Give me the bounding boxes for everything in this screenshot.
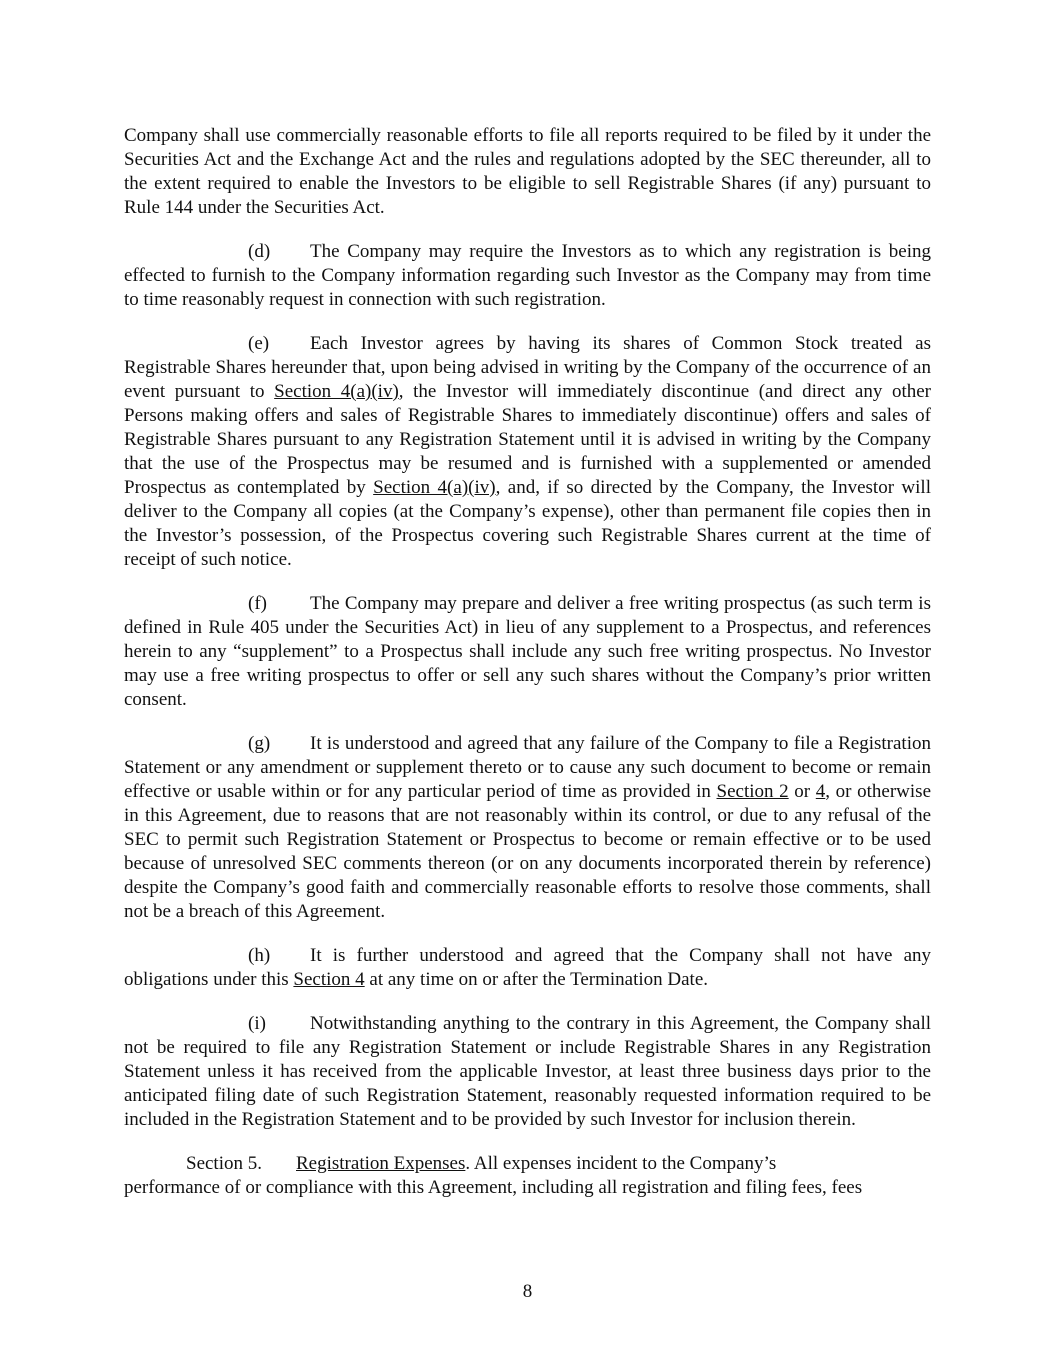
item-label-h: (h): [248, 945, 271, 966]
paragraph-d-text: The Company may require the Investors as to which any registration is being effected to furnish to the Company information regarding such Investor as the Company may from time to time reasonably request in connection with such registration.: [124, 241, 931, 310]
paragraph-e: [124, 332, 931, 572]
item-label-d: (d): [248, 241, 271, 262]
section-reference: Section 4(a)(iv): [274, 381, 399, 402]
item-label-g: (g): [248, 733, 271, 754]
paragraph-e-text-3: , and, if so directed by the Company, the Investor will deliver to the Company all copies (at the Company’s expense), other than permanent file copies then in the Investor’s possession, of the Prospectus covering such Registrable Shares current at the time of receipt of such notice.: [124, 477, 931, 570]
section-5-label: Section 5.: [186, 1153, 262, 1174]
paragraph-e-text-1: Each Investor agrees by having its shares of Common Stock treated as Registrable Shares hereunder that, upon being advised in writing by the Company of the occurrence of an event pursuant to: [124, 333, 931, 402]
section-reference: 4: [815, 781, 826, 802]
paragraph-e-text-2: , the Investor will immediately discontinue (and direct any other Persons making offers and sales of Registrable Shares to immediately discontinue) offers and sales of Registrable Shares pursuant to any Registration Statement until it is advised in writing by the Company that the use of the Prospectus may be resumed and is furnished with a supplemented or amended Prospectus as contemplated by: [124, 381, 932, 498]
paragraph-h: [124, 944, 931, 992]
paragraph-g-text-1: It is understood and agreed that any failure of the Company to file a Registration Statement or any amendment or supplement thereto or to cause any such document to become or remain effective or usable within or for any particular period of time as provided in: [124, 733, 931, 802]
paragraph-h-text-2: at any time on or after the Termination Date.: [364, 969, 709, 990]
paragraph-i: [124, 1012, 931, 1132]
item-label-i: (i): [248, 1013, 266, 1034]
section-5-line-1-rest: . All expenses incident to the Company’s: [465, 1153, 777, 1174]
section-5: [124, 1152, 931, 1200]
paragraph-h-text-1: It is further understood and agreed that the Company shall not have any obligations under this: [124, 945, 931, 990]
item-label-e: (e): [248, 333, 270, 354]
section-5-line-2: performance of or compliance with this Agreement, including all registration and filing fees, fees: [124, 1177, 863, 1198]
paragraph-intro: Company shall use commercially reasonable efforts to file all reports required to be filed by it under the Securities Act and the Exchange Act and the rules and regulations adopted by the SEC thereunder, all to the extent required to enable the Investors to be eligible to sell Registrable Shares (if any) pursuant to Rule 144 under the Securities Act.: [124, 125, 931, 218]
section-5-heading: Registration Expenses: [296, 1153, 466, 1174]
document-page: [124, 124, 931, 1200]
paragraph-f: [124, 592, 931, 712]
paragraph-g: [124, 732, 931, 924]
paragraph-i-text: Notwithstanding anything to the contrary in this Agreement, the Company shall not be required to file any Registration Statement or include Registrable Shares in any Registration Statement unless it has received from the applicable Investor, at least three business days prior to the anticipated filing date of such Registration Statement, reasonably requested information required to be included in the Registration Statement and to be provided by such Investor for inclusion therein.: [124, 1013, 931, 1130]
item-label-f: (f): [248, 593, 267, 614]
paragraph-g-text-3: , or otherwise in this Agreement, due to reasons that are not reasonably within its control, or due to any refusal of the SEC to permit such Registration Statement or Prospectus to become or remain effective or to be used because of unresolved SEC comments thereon (or on any documents incorporated therein by reference) despite the Company’s good faith and commercially reasonable efforts to resolve those comments, shall not be a breach of this Agreement.: [124, 781, 932, 922]
paragraph-g-text-2: or: [788, 781, 816, 802]
section-reference: Section 4: [293, 969, 365, 990]
section-reference: Section 2: [716, 781, 789, 802]
page-number: 8: [522, 1281, 533, 1302]
paragraph-d: [124, 240, 931, 312]
section-reference: Section 4(a)(iv): [373, 477, 496, 498]
paragraph-f-text: The Company may prepare and deliver a free writing prospectus (as such term is defined in Rule 405 under the Securities Act) in lieu of any supplement to a Prospectus, and references herein to any “supplement” to a Prospectus shall include any such free writing prospectus. No Investor may use a free writing prospectus to offer or sell any such shares without the Company’s prior written consent.: [124, 593, 931, 710]
